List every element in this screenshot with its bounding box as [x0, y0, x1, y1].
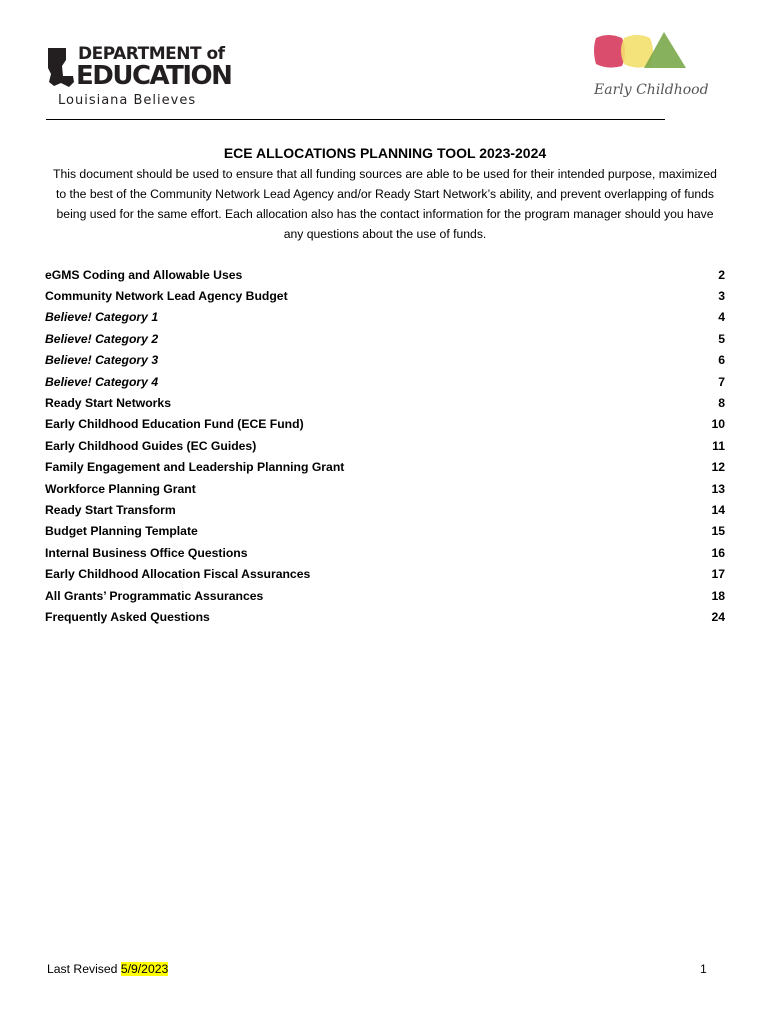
toc-entry-page: 14 — [711, 502, 725, 517]
toc-entry-page: 15 — [711, 524, 725, 539]
toc-entry-ece-fund[interactable] — [45, 414, 725, 435]
table-of-contents — [45, 264, 725, 628]
toc-entry-programmatic-assurances[interactable] — [45, 585, 725, 606]
logo-line-department: DEPARTMENT of — [78, 44, 225, 64]
toc-entry-workforce-planning-grant[interactable] — [45, 478, 725, 499]
toc-entry-label: Believe! Category 1 — [45, 310, 159, 325]
toc-entry-page: 6 — [718, 353, 725, 368]
toc-entry-believe-category-3[interactable] — [45, 350, 725, 371]
louisiana-state-icon — [46, 46, 76, 90]
toc-entry-ec-guides[interactable] — [45, 435, 725, 456]
logo-tagline: Louisiana Believes — [58, 93, 197, 108]
header-divider — [46, 119, 665, 120]
toc-entry-ready-start-transform[interactable] — [45, 499, 725, 520]
page-number: 1 — [700, 962, 707, 976]
toc-entry-label: Frequently Asked Questions — [45, 609, 210, 624]
toc-entry-label: Ready Start Networks — [45, 396, 171, 411]
toc-entry-label: Early Childhood Guides (EC Guides) — [45, 438, 257, 453]
toc-entry-page: 3 — [718, 289, 725, 304]
last-revised-date: 5/9/2023 — [120, 962, 169, 976]
toc-entry-label: eGMS Coding and Allowable Uses — [45, 267, 243, 282]
toc-entry-page: 17 — [711, 567, 725, 582]
toc-entry-label: Internal Business Office Questions — [45, 545, 248, 560]
toc-entry-page: 7 — [718, 374, 725, 389]
last-revised-label: Last Revised — [47, 962, 118, 976]
toc-entry-label: Early Childhood Education Fund (ECE Fund) — [45, 417, 304, 432]
toc-entry-page: 12 — [711, 460, 725, 475]
toc-entry-label: Budget Planning Template — [45, 524, 198, 539]
toc-entry-label: Workforce Planning Grant — [45, 481, 196, 496]
toc-entry-label: Community Network Lead Agency Budget — [45, 289, 288, 304]
toc-entry-label: Ready Start Transform — [45, 502, 176, 517]
toc-entry-fiscal-assurances[interactable] — [45, 563, 725, 584]
toc-entry-page: 18 — [711, 588, 725, 603]
toc-entry-believe-category-4[interactable] — [45, 371, 725, 392]
toc-entry-egms-coding[interactable] — [45, 264, 725, 285]
toc-entry-page: 4 — [718, 310, 725, 325]
toc-entry-page: 8 — [718, 396, 725, 411]
toc-entry-family-engagement-grant[interactable] — [45, 457, 725, 478]
toc-entry-label: Family Engagement and Leadership Planning Grant — [45, 460, 345, 475]
toc-entry-believe-category-2[interactable] — [45, 328, 725, 349]
early-childhood-shapes-icon — [590, 30, 690, 78]
logo-line-education: EDUCATION — [76, 61, 232, 91]
toc-entry-page: 11 — [712, 438, 725, 453]
toc-entry-budget-planning-template[interactable] — [45, 521, 725, 542]
toc-entry-page: 16 — [711, 545, 725, 560]
toc-entry-page: 13 — [711, 481, 725, 496]
early-childhood-logo-text: Early Childhood — [594, 82, 709, 98]
toc-entry-believe-category-1[interactable] — [45, 307, 725, 328]
document-title: ECE ALLOCATIONS PLANNING TOOL 2023-2024 — [223, 145, 547, 161]
early-childhood-logo — [590, 30, 709, 110]
toc-entry-page: 5 — [718, 331, 725, 346]
toc-entry-label: Believe! Category 3 — [45, 353, 159, 368]
toc-entry-ready-start-networks[interactable] — [45, 392, 725, 413]
toc-entry-label: Early Childhood Allocation Fiscal Assurances — [45, 567, 311, 582]
last-revised — [47, 960, 168, 978]
toc-entry-label: Believe! Category 4 — [45, 374, 159, 389]
toc-entry-business-office-questions[interactable] — [45, 542, 725, 563]
department-of-education-logo — [44, 44, 232, 114]
toc-entry-faq[interactable] — [45, 606, 725, 627]
toc-entry-page: 2 — [718, 267, 725, 282]
toc-entry-cnla-budget[interactable] — [45, 285, 725, 306]
toc-entry-page: 24 — [711, 609, 725, 624]
toc-entry-label: All Grants’ Programmatic Assurances — [45, 588, 264, 603]
toc-entry-label: Believe! Category 2 — [45, 331, 159, 346]
toc-entry-page: 10 — [711, 417, 725, 432]
intro-paragraph: This document should be used to ensure that all funding sources are able to be used for their intended purpose, maximized to the best of the Community Network Lead Agency and/or Ready Start Network’s ability, and prevent overlapping of funds being used for the same effort. Each allocation also has the contact information for the program manager should you have any questions about the use of funds. — [53, 167, 717, 241]
